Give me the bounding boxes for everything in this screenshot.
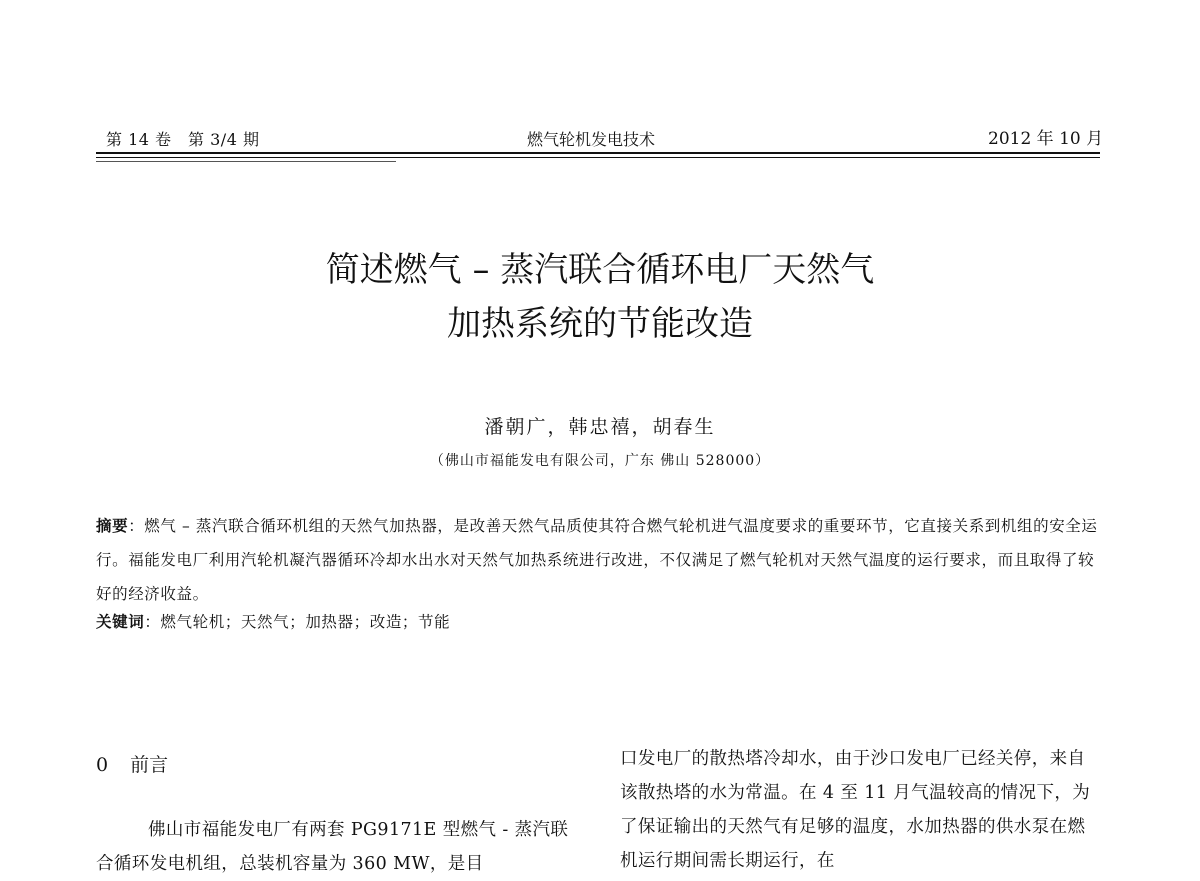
abstract-text: ：燃气 – 蒸汽联合循环机组的天然气加热器，是改善天然气品质使其符合燃气轮机进气温度要求的重要环节，它直接关系到机组的安全运行。福能发电厂利用汽轮机凝汽器循环冷却水出水对天然气加热系统进行改进，不仅满足了燃气轮机对天然气温度的运行要求，而且取得了较好的经济收益。 bbox=[96, 517, 1098, 603]
keywords-text: ：燃气轮机；天然气；加热器；改造；节能 bbox=[144, 613, 451, 631]
article-title-line-2: 加热系统的节能改造 bbox=[447, 304, 753, 344]
keywords bbox=[96, 607, 1100, 637]
keywords-label: 关键词 bbox=[96, 613, 145, 631]
abstract-label: 摘要 bbox=[96, 517, 129, 535]
body-paragraph-right: 口发电厂的散热塔冷却水，由于沙口发电厂已经关停，来自该散热塔的水为常温。在 4 至 11 月气温较高的情况下，为了保证输出的天然气有足够的温度，水加热器的供水泵在燃机运行期间需长期运行，在 bbox=[620, 749, 1091, 871]
body-paragraph-left: 佛山市福能发电厂有两套 PG9171E 型燃气 - 蒸汽联合循环发电机组，总装机容量为 360 MW，是目 bbox=[96, 820, 569, 874]
header-rule-short bbox=[96, 161, 396, 162]
header-rule bbox=[96, 152, 1100, 154]
header-journal-name: 燃气轮机发电技术 bbox=[527, 130, 656, 149]
header-volume-issue: 第 14 卷 第 3/4 期 bbox=[106, 130, 260, 149]
article-title-line-1: 简述燃气 – 蒸汽联合循环电厂天然气 bbox=[325, 250, 875, 290]
section-heading bbox=[96, 750, 168, 777]
article-authors: 潘朝广，韩忠禧，胡春生 bbox=[484, 416, 716, 438]
section-number: 0 bbox=[96, 754, 109, 776]
article-affiliation: （佛山市福能发电有限公司，广东 佛山 528000） bbox=[429, 453, 771, 469]
abstract bbox=[96, 509, 1100, 611]
header-rule-thin bbox=[96, 157, 1100, 158]
header-date: 2012 年 10 月 bbox=[988, 129, 1104, 149]
section-title: 前言 bbox=[130, 754, 169, 776]
